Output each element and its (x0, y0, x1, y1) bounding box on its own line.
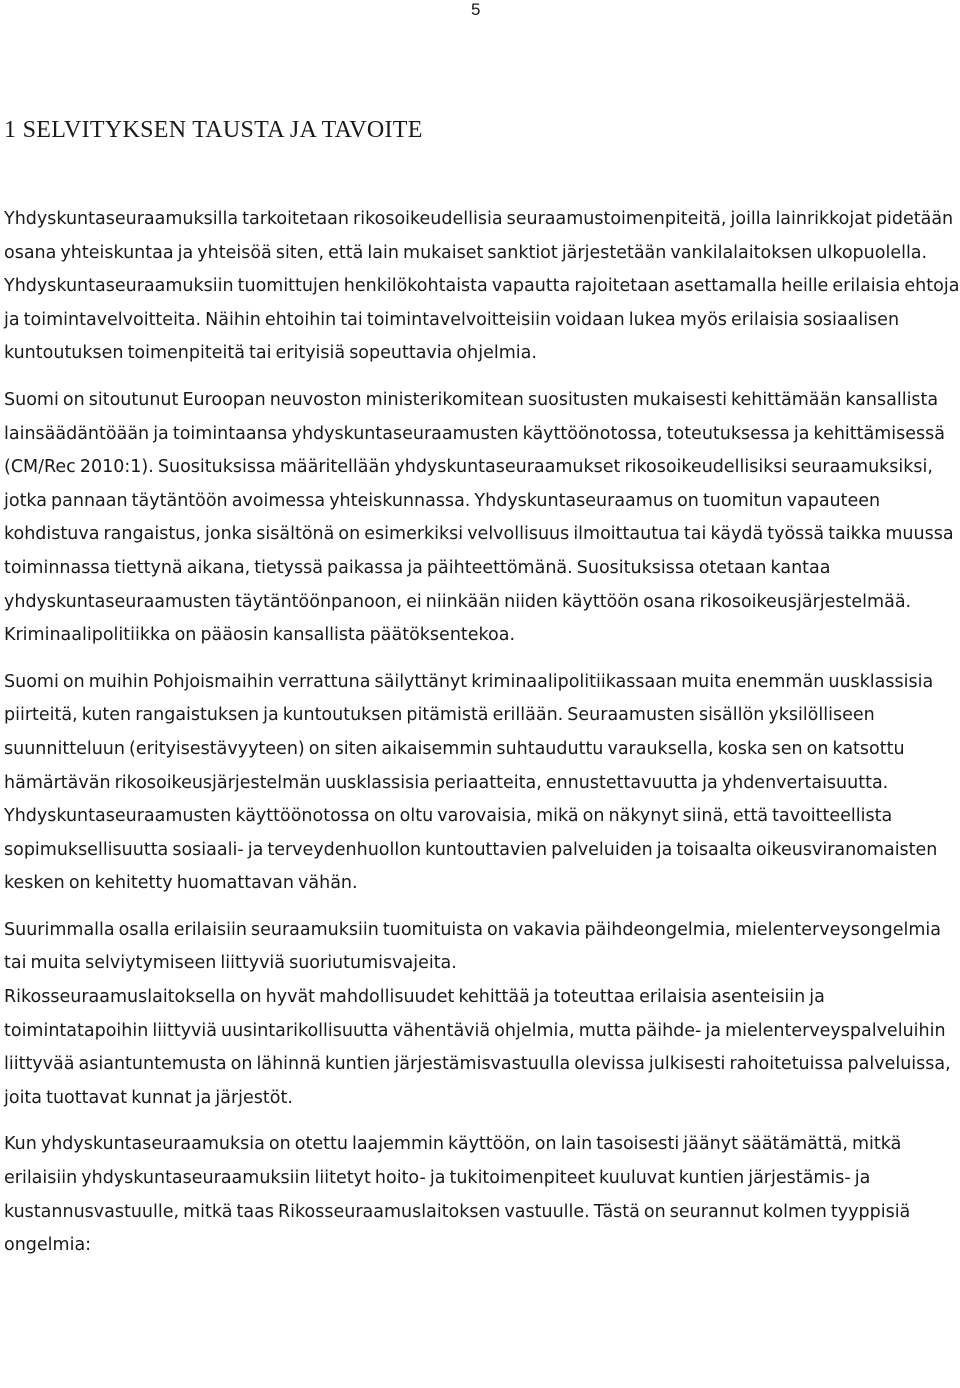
paragraph: Kun yhdyskuntaseuraamuksia on otettu laajemmin käyttöön, on lain tasoisesti jäänyt säätämättä, mitkä erilaisiin yhdyskuntaseuraamuksiin liitetyt hoito- ja tukitoimenpiteet kuuluvat kuntien järjestämis- ja kustannusvastuulle, mitkä taas Rikosseuraamuslaitoksen vastuulle. Tästä on seurannut kolmen tyyppisiä ongelmia: (4, 1134, 911, 1256)
section-heading: 1 SELVITYKSEN TAUSTA JA TAVOITE (4, 117, 423, 143)
paragraph: Suurimmalla osalla erilaisiin seuraamuksiin tuomituista on vakavia päihdeongelmia, mielenterveysongelmia tai muita selviytymiseen liittyviä suoriutumisvajeita. (4, 919, 941, 974)
body-text (4, 203, 960, 1276)
page-number: 5 (471, 0, 481, 19)
paragraph: Yhdyskuntaseuraamuksilla tarkoitetaan rikosoikeudellisia seuraamustoimenpiteitä, joilla lainrikkojat pidetään osana yhteiskuntaa ja yhteisöä siten, että lain mukaiset sanktiot järjestetään vankilalaitoksen ulkopuolella. Yhdyskuntaseuraamuksiin tuomittujen henkilökohtaista vapautta rajoitetaan asettamalla heille erilaisia ehtoja ja toimintavelvoitteita. Näihin ehtoihin tai toimintavelvoitteisiin voidaan lukea myös erilaisia sosiaalisen kuntoutuksen toimenpiteitä tai erityisiä sopeuttavia ohjelmia. (4, 209, 960, 364)
paragraph: Suomi on sitoutunut Euroopan neuvoston ministerikomitean suositusten mukaisesti kehittämään kansallista lainsäädäntöään ja toimintaansa yhdyskuntaseuraamusten käyttöönotossa, toteutuksessa ja kehittämisessä (CM/Rec 2010:1). Suosituksissa määritellään yhdyskuntaseuraamukset rikosoikeudellisiksi seuraamuksiksi, jotka pannaan täytäntöön avoimessa yhteiskunnassa. Yhdyskuntaseuraamus on tuomitun vapauteen kohdistuva rangaistus, jonka sisältönä on esimerkiksi velvollisuus ilmoittautua tai käydä työssä taikka muussa toiminnassa tiettynä aikana, tietyssä paikassa ja päihteettömänä. Suosituksissa otetaan kantaa yhdyskuntaseuraamusten täytäntöönpanoon, ei niinkään niiden käyttöön osana rikosoikeusjärjestelmää. Kriminaalipolitiikka on pääosin kansallista päätöksentekoa. (4, 389, 954, 646)
paragraph: Suomi on muihin Pohjoismaihin verrattuna säilyttänyt kriminaalipolitiikassaan muita enemmän uusklassisia piirteitä, kuten rangaistuksen ja kuntoutuksen pitämistä erillään. Seuraamusten sisällön yksilölliseen suunnitteluun (erityisestävyyteen) on siten aikaisemmin suhtauduttu varauksella, koska sen on katsottu hämärtävän rikosoikeusjärjestelmän uusklassisia periaatteita, ennustettavuutta ja yhdenvertaisuutta. Yhdyskuntaseuraamusten käyttöönotossa on oltu varovaisia, mikä on näkynyt siinä, että tavoitteellista sopimuksellisuutta sosiaali- ja terveydenhuollon kuntouttavien palveluiden ja toisaalta oikeusviranomaisten kesken on kehitetty huomattavan vähän. (4, 671, 938, 894)
paragraph: Rikosseuraamuslaitoksella on hyvät mahdollisuudet kehittää ja toteuttaa erilaisia asenteisiin ja toimintatapoihin liittyviä uusintarikollisuutta vähentäviä ohjelmia, mutta päihde- ja mielenterveyspalveluihin liittyvää asiantuntemusta on lähinnä kuntien järjestämisvastuulla olevissa julkisesti rahoitetuissa palveluissa, joita tuottavat kunnat ja järjestöt. (4, 987, 951, 1108)
